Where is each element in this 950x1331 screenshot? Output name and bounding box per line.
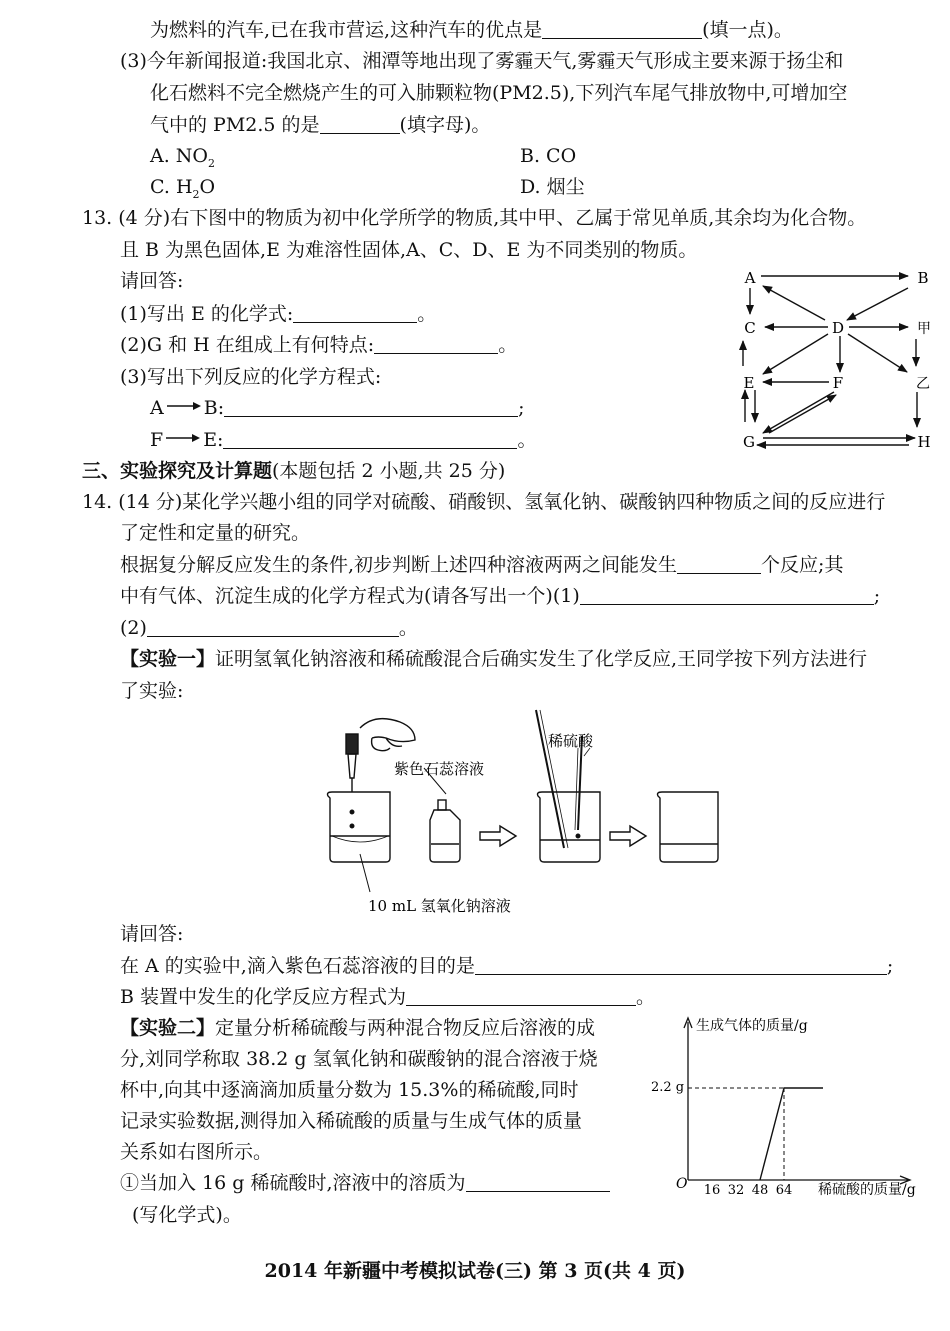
answer-blank[interactable] [406, 986, 636, 1006]
q14-sub1-tail: (写化学式)。 [132, 1204, 242, 1226]
q14-sub1: ①当加入 16 g 稀硫酸时,溶液中的溶质为 [120, 1170, 610, 1196]
answer-blank[interactable] [293, 303, 417, 323]
experiment1-line2: 了实验: [120, 680, 184, 702]
experiment-apparatus-figure [320, 708, 730, 923]
arrow-right-icon [610, 826, 646, 846]
section-heading: 三、实验探究及计算题(本题包括 2 小题,共 25 分) [82, 460, 506, 482]
q13-part3: (3)写出下列反应的化学方程式: [120, 366, 382, 388]
experiment1-line1: 【实验一】证明氢氧化钠溶液和稀硫酸混合后确实发生了化学反应,王同学按下列方法进行 [120, 648, 868, 670]
arrow-icon [164, 432, 202, 444]
q14-answer-prompt: 请回答: [120, 923, 184, 945]
option-b: B. CO [520, 145, 577, 167]
experiment2-line4: 记录实验数据,测得加入稀硫酸的质量与生成气体的质量 [120, 1110, 583, 1132]
x-tick-label: 16 [703, 1183, 721, 1198]
option-c: C. $H_2O$ [150, 176, 216, 201]
node-e: E [743, 374, 755, 392]
q13-part2: (2)G 和 H 在组成上有何特点: 。 [120, 334, 518, 356]
experiment2-line5: 关系如右图所示。 [120, 1141, 273, 1163]
y-axis-label: 生成气体的质量/g [696, 1018, 808, 1034]
option-d: D. 烟尘 [520, 176, 585, 198]
q13-reaction-2: F E: 。 [150, 429, 537, 451]
q14-question-a: 在 A 的实验中,滴入紫色石蕊溶液的目的是 ; [120, 955, 894, 977]
arrow-icon [165, 400, 203, 412]
node-jia: 甲 [917, 321, 931, 337]
node-yi: 乙 [916, 376, 930, 392]
page-footer: 2014 年新疆中考模拟试卷(三) 第 3 页(共 4 页) [264, 1260, 686, 1282]
gas-mass-chart [651, 1010, 945, 1205]
node-g: G [743, 433, 755, 451]
answer-blank[interactable] [580, 585, 874, 605]
node-h: H [917, 433, 931, 451]
q12-line1: 为燃料的汽车,已在我市营运,这种汽车的优点是 (填一点)。 [150, 19, 793, 41]
series-line [760, 1088, 823, 1180]
answer-blank[interactable] [475, 955, 887, 975]
answer-blank[interactable] [147, 617, 399, 637]
q13-reaction-1: A B: ; [150, 397, 525, 419]
q14-line5: (2) 。 [120, 617, 418, 639]
x-tick-label: 48 [751, 1183, 769, 1198]
label-dilute-sulfuric-acid: 稀硫酸 [548, 732, 594, 750]
experiment2-line3: 杯中,向其中逐滴滴加质量分数为 15.3%的稀硫酸,同时 [120, 1079, 579, 1101]
answer-blank[interactable] [374, 334, 498, 354]
q14-stem-line1: 14. (14 分)某化学兴趣小组的同学对硫酸、硝酸钡、氢氧化钠、碳酸钠四种物质之间的反应进行 [82, 491, 886, 513]
node-f: F [832, 374, 844, 392]
q13-stem-line1: 13. (4 分)右下图中的物质为初中化学所学的物质,其中甲、乙属于常见单质,其余均为化合物。 [82, 207, 867, 229]
experiment2-line2: 分,刘同学称取 38.2 g 氢氧化钠和碳酸钠的混合溶液于烧 [120, 1048, 598, 1070]
node-d: D [831, 319, 845, 337]
litmus-bottle-icon [430, 800, 460, 862]
beaker-b-icon [538, 792, 601, 862]
substance-relation-diagram [735, 262, 940, 454]
q12-part3-line2: 化石燃料不完全燃烧产生的可入肺颗粒物(PM2.5),下列汽车尾气排放物中,可增加空 [150, 82, 848, 104]
origin-label: O [676, 1176, 688, 1192]
answer-blank[interactable] [677, 554, 761, 574]
x-axis-label: 稀硫酸的质量/g [818, 1182, 916, 1198]
node-c: C [744, 319, 756, 337]
experiment2-line1: 【实验二】定量分析稀硫酸与两种混合物反应后溶液的成 [120, 1017, 596, 1039]
x-tick-label: 32 [727, 1183, 745, 1198]
answer-blank[interactable] [466, 1172, 610, 1192]
label-litmus: 紫色石蕊溶液 [394, 760, 485, 778]
node-b: B [917, 269, 929, 287]
q14-question-b: B 装置中发生的化学反应方程式为 。 [120, 986, 656, 1008]
q12-part3-line1: (3)今年新闻报道:我国北京、湘潭等地出现了雾霾天气,雾霾天气形成主要来源于扬尘和 [120, 50, 844, 72]
beaker-a-icon [328, 792, 391, 862]
answer-blank[interactable] [320, 114, 400, 134]
q14-line4: 中有气体、沉淀生成的化学方程式为(请各写出一个)(1) ; [120, 585, 881, 607]
answer-blank[interactable] [542, 19, 702, 39]
q12-part3-line3: 气中的 PM2.5 的是 (填字母)。 [150, 114, 491, 136]
q13-answer-prompt: 请回答: [120, 270, 184, 292]
arrow-right-icon [480, 826, 516, 846]
option-a: A. $NO_2$ [150, 145, 216, 170]
y-tick-label: 2.2 g [651, 1080, 685, 1095]
q13-part1: (1)写出 E 的化学式: 。 [120, 303, 437, 325]
x-tick-label: 64 [775, 1183, 793, 1198]
q14-line3: 根据复分解反应发生的条件,初步判断上述四种溶液两两之间能发生 个反应;其 [120, 554, 844, 576]
q13-stem-line2: 且 B 为黑色固体,E 为难溶性固体,A、C、D、E 为不同类别的物质。 [120, 239, 698, 261]
answer-blank[interactable] [224, 397, 518, 417]
node-a: A [744, 269, 756, 287]
beaker-c-icon [658, 792, 719, 862]
q14-stem-line2: 了定性和定量的研究。 [120, 522, 311, 544]
answer-blank[interactable] [223, 429, 517, 449]
label-naoh-solution: 10 mL 氢氧化钠溶液 [368, 897, 511, 915]
